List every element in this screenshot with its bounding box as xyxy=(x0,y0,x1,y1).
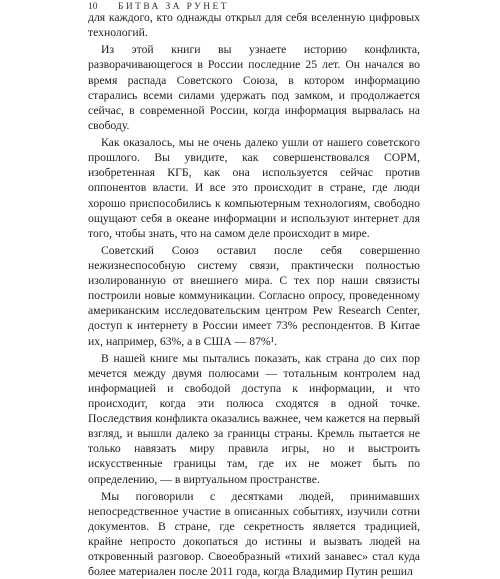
paragraph-5: В нашей книге мы пытались показать, как страна до сих пор мечется между двумя полюсами — тотальным контролем над информацией и свободой доступа к информации, и что происходит, когда эти полюса сходятся в одной точке. Последствия конфликта оказались важнее, чем кажется на первый взгляд, и вышли далеко за границы страны. Кремль пытается не только навязать миру правила игры, но и выстроить искусственные границы там, где их не может быть по определению, — в виртуальном пространстве. xyxy=(88,351,420,486)
paragraph-1: для каждого, кто однажды открыл для себя вселенную цифровых технологий. xyxy=(88,11,420,40)
body-text xyxy=(88,10,420,579)
paragraph-4: Советский Союз оставил после себя совершенно нежизнеспособную систему связи, практически полностью изолированную от внешнего мира. С тех пор наши связисты построили новые коммуникации. Согласно опросу, проведенному американским исследовательским центром Pew Research Center, доступ к интернету в России имеет 73% респондентов. В Китае их, например, 63%, а в США — 87%¹. xyxy=(88,243,420,348)
paragraph-6: Мы поговорили с десятками людей, принимавших непосредственное участие в описанных событиях, изучили сотни документов. В стране, где секретность является традицией, крайне непросто докопаться до истины и вызвать людей на откровенный разговор. Своеобразный «тихий занавес» стал куда более материален после 2011 года, когда Владимир Путин решил xyxy=(88,489,420,579)
page-number: 10 xyxy=(88,2,98,12)
paragraph-3: Как оказалось, мы не очень далеко ушли от нашего советского прошлого. Вы увидите, как совершенствовался СОРМ, изобретенная КГБ, как она используется сейчас против оппонентов власти. И все это происходит в стране, где люди хорошо приспособились к компьютерным технологиям, свободно ощущают себя в океане информации и используют интернет для того, чтобы знать, что на самом деле происходит в мире. xyxy=(88,136,420,240)
paragraph-2: Из этой книги вы узнаете историю конфликта, разворачивающегося в России последние 25 лет. Он начался во время распада Советского Союза, в котором информацию старались всеми силами удержать под замком, и продолжается сейчас, в современной России, когда информация вырвалась на свободу. xyxy=(88,43,420,132)
running-title: БИТВА ЗА РУНЕТ xyxy=(118,2,229,12)
